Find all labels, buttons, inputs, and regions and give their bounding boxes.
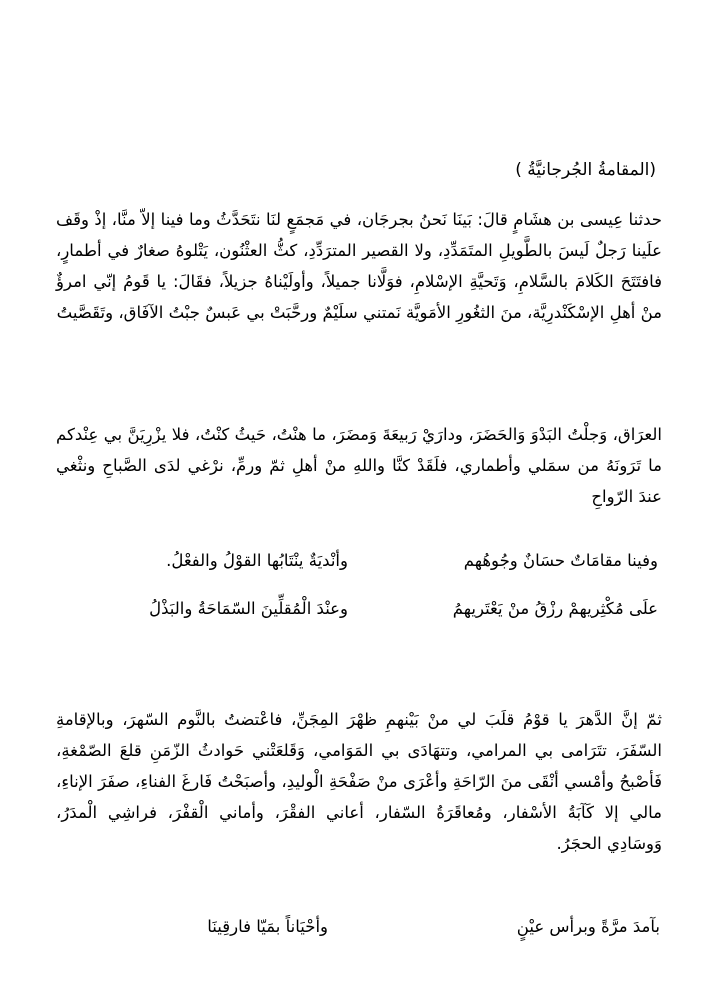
verse-1-second-hemistich: وأنْديَةٌ ينْتَابُها القوْلُ والفعْلُ. [166, 551, 348, 570]
paragraph-1: حدثنا عِيسى بن هشَامٍ قالَ: بَينَا نَحنُ بجرجَان، في مَجمَعٍ لنَا نتَحَدَّثُ وما فينا إلاّ منَّا، إذْ وقَف علَينا رَجلٌ لَيسَ بالطَّويلِ المتَمَدِّدِ، ولا القصير المترَدِّدِ، كثُّ العثْنُون، يَتْلوهُ صغارٌ في أطمارٍ، فافتَتَحَ الكَلامَ بالسَّلامِ، وَتَحيَّةِ الإسْلامِ، فوَلَّانا جميلاً، وأولَيْناهُ جزيلاً، فقَالَ: يا قَومُ إنّي امرؤٌ منْ أهلِ الإسْكَنْدرِيَّة، منَ الثغُورِ الأمَويَّة نَمتني سلَيْمٌ ورحَّبَتْ بي عَبسٌ جبْتُ الآفَاق، وتَقَصَّيتُ [56, 210, 662, 322]
verse-3-second-hemistich: وأحْيَاناً بمَيّا فارقِينَا [207, 917, 328, 936]
paragraph-3: ثمّ إنَّ الدَّهرَ يا قوْمُ قلَبَ لي منْ بَيْنهمِ ظهْرَ المِجَنِّ، فاعْتضتُ بالنَّوم السّهرَ، وبالإقامةِ السّفَرَ، تتَرَامى بي المرامي، وتتهَادَى بي المَوَامي، وَقَلعَتْني حَوادثُ الزّمَنِ قلعَ الصّمْغةِ، فَأصْبحُ وأمْسي أنْقَى منَ الرّاحَةِ وأعْرَى منْ صَفْحَةِ الْوليدِ، وأصبَحْتُ فَارغَ الفناءِ، صفَرَ الإناءِ، مالي إلا كَآبَةُ الأسْفار، ومُعاقَرَةُ السّفار، أعاني الفقْرَ، وأماني الْقفْرَ، فراشِي الْمدَرُ، وَوسَادِي الحجَرُ. [56, 710, 662, 853]
verse-2-second-hemistich: وعنْدَ الْمُقلِّينَ السّمَاحَةُ والبَذْلُ [149, 599, 348, 618]
verse-2-first-hemistich: علَى مُكْثِريهمْ رزْقُ منْ يَعْتَريهمُ [452, 599, 658, 618]
paragraph-2: العرَاق، وَجلْتُ البَدْوَ وَالحَضَرَ، ودارَيْ رَبيعَةَ وَمضَرَ، ما هنْتُ، حَيثُ كنْتُ، فلا يزْرِيَنَّ بي عِنْدكم ما تَرَونَهُ من سمَلي وأطماري، فلَقَدْ كنَّا واللهِ منْ أهلِ ثمّ ورمِّ، نرْغي لدَى الصَّباحِ ونثْغي عندَ الرّواحِ [56, 425, 662, 506]
verse-1-first-hemistich: وفينا مقامَاتٌ حسَانٌ وجُوهُهم [463, 551, 658, 570]
page-title: (المقامةُ الجُرجانيَّةُ ) [515, 160, 656, 180]
verse-3-first-hemistich: بآمدَ مرَّةً وبرأس عيْنٍ [516, 917, 660, 936]
